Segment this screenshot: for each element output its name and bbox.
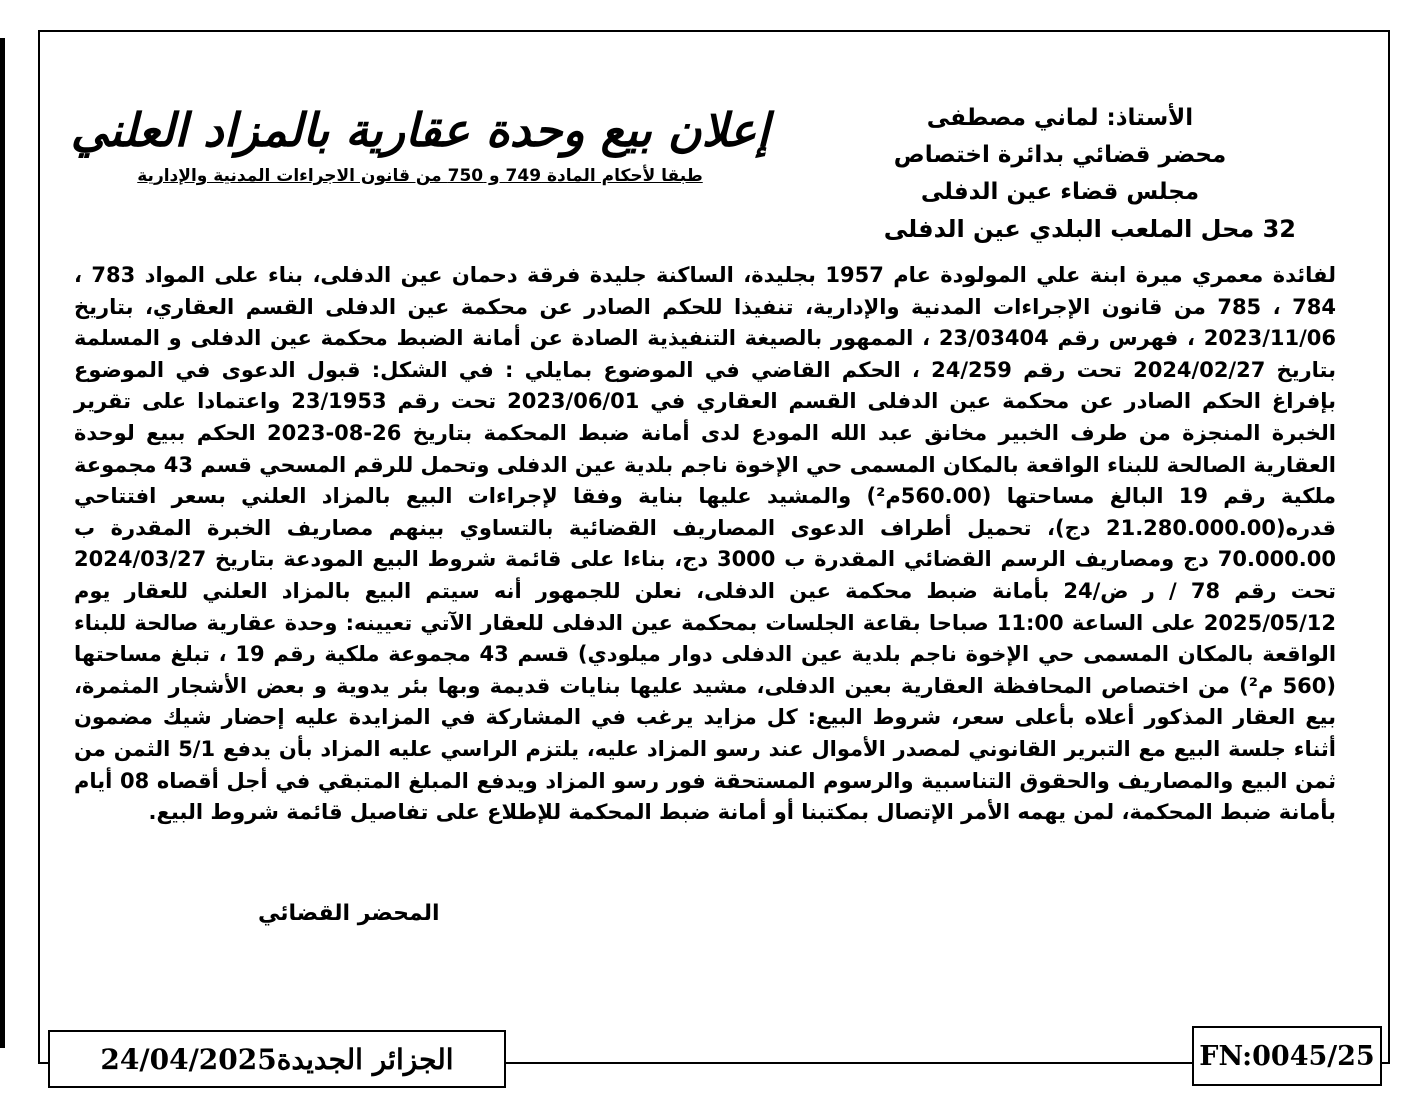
publication-date-box xyxy=(48,1030,506,1088)
bailiff-header xyxy=(850,100,1296,248)
bailiff-address: 32 محل الملعب البلدي عين الدفلى xyxy=(883,215,1296,243)
file-number: FN:0045/25 xyxy=(1199,1040,1375,1072)
signature: المحضر القضائي xyxy=(258,901,440,926)
title-block xyxy=(50,100,790,188)
publication-label: الجزائر الجديدة24/04/2025 xyxy=(100,1042,454,1076)
bailiff-jurisdiction: محضر قضائي بدائرة اختصاص xyxy=(893,142,1227,168)
announcement-body: لفائدة معمري ميرة ابنة علي المولودة عام 1957 بجليدة، الساكنة جليدة فرقة دحمان عين الدفلى، بناء على المواد 783 ، 784 ، 785 من قانون الإجراءات المدنية والإدارية، تنفيذا للحكم الصادر عن محكمة عين الدفلى القسم العقاري، بتاريخ 2023/11/06 ، فهرس رقم 23/03404 ، الممهور بالصيغة التنفيذية الصادة عن أمانة الضبط محكمة عين الدفلى و المسلمة بتاريخ 2024/02/27 تحت رقم 24/259 ، الحكم القاضي في الموضوع بمايلي : في الشكل: قبول الدعوى في الموضوع بإفراغ الحكم الصادر عن محكمة عين الدفلى القسم العقاري في 2023/06/01 تحت رقم 23/1953 واعتمادا على تقرير الخبرة المنجزة من طرف الخبير مخانق عبد الله المودع لدى أمانة ضبط المحكمة بتاريخ 26-08-2023 الحكم ببيع لوحدة العقارية الصالحة للبناء الواقعة بالمكان المسمى حي الإخوة ناجم بلدية عين الدفلى وتحمل للرقم المسحي قسم 43 مجموعة ملكية رقم 19 البالغ مساحتها (560.00م²) والمشيد عليها بناية وفقا لإجراءات البيع بالمزاد العلني بسعر افتتاحي قدره(21.280.000.00 دج)، تحميل أطراف الدعوى المصاريف القضائية بالتساوي بينهم مصاريف الخبرة المقدرة ب 70.000.00 دج ومصاريف الرسم القضائي المقدرة ب 3000 دج، بناءا على قائمة شروط البيع المودعة بتاريخ 2024/03/27 تحت رقم 78 / ر ض/24 بأمانة ضبط محكمة عين الدفلى، نعلن للجمهور أنه سيتم البيع بالمزاد العلني للعقار يوم 2025/05/12 على الساعة 11:00 صباحا بقاعة الجلسات بمحكمة عين الدفلى للعقار الآتي تعيينه: وحدة عقارية صالحة للبناء الواقعة بالمكان المسمى حي الإخوة ناجم بلدية عين الدفلى دوار ميلودي) قسم 43 مجموعة ملكية رقم 19 ، تبلغ مساحتها (560 م²) من اختصاص المحافظة العقارية بعين الدفلى، مشيد عليها بنايات قديمة وبها بئر يدوية و بعض الأشجار المثمرة، بيع العقار المذكور أعلاه بأعلى سعر، شروط البيع: كل مزايد يرغب في المشاركة في المزايدة عليه إحضار شيك مضمون أثناء جلسة البيع مع التبرير القانوني لمصدر الأموال عند رسو المزاد عليه، يلتزم الراسي عليه المزاد بأن يدفع 5/1 الثمن من ثمن البيع والمصاريف والحقوق التناسبية والرسوم المستحقة فور رسو المزاد ويدفع المبلغ المتبقي في أجل أقصاه 08 أيام بأمانة ضبط المحكمة، لمن يهمه الأمر الإتصال بمكتبنا أو أمانة ضبط المحكمة للإطلاع على تفاصيل قائمة شروط البيع. xyxy=(74,263,1337,825)
announcement-title: إعلان بيع وحدة عقارية بالمزاد العلني xyxy=(70,103,770,157)
bailiff-name: الأستاذ: لماني مصطفى xyxy=(926,105,1194,131)
file-number-box xyxy=(1192,1026,1382,1086)
page-edge-rule xyxy=(0,38,5,1048)
announcement-subtitle: طبقا لأحكام المادة 749 و 750 من قانون الاجراءات المدنية والإدارية xyxy=(137,166,703,186)
bailiff-court: مجلس قضاء عين الدفلى xyxy=(920,179,1200,205)
